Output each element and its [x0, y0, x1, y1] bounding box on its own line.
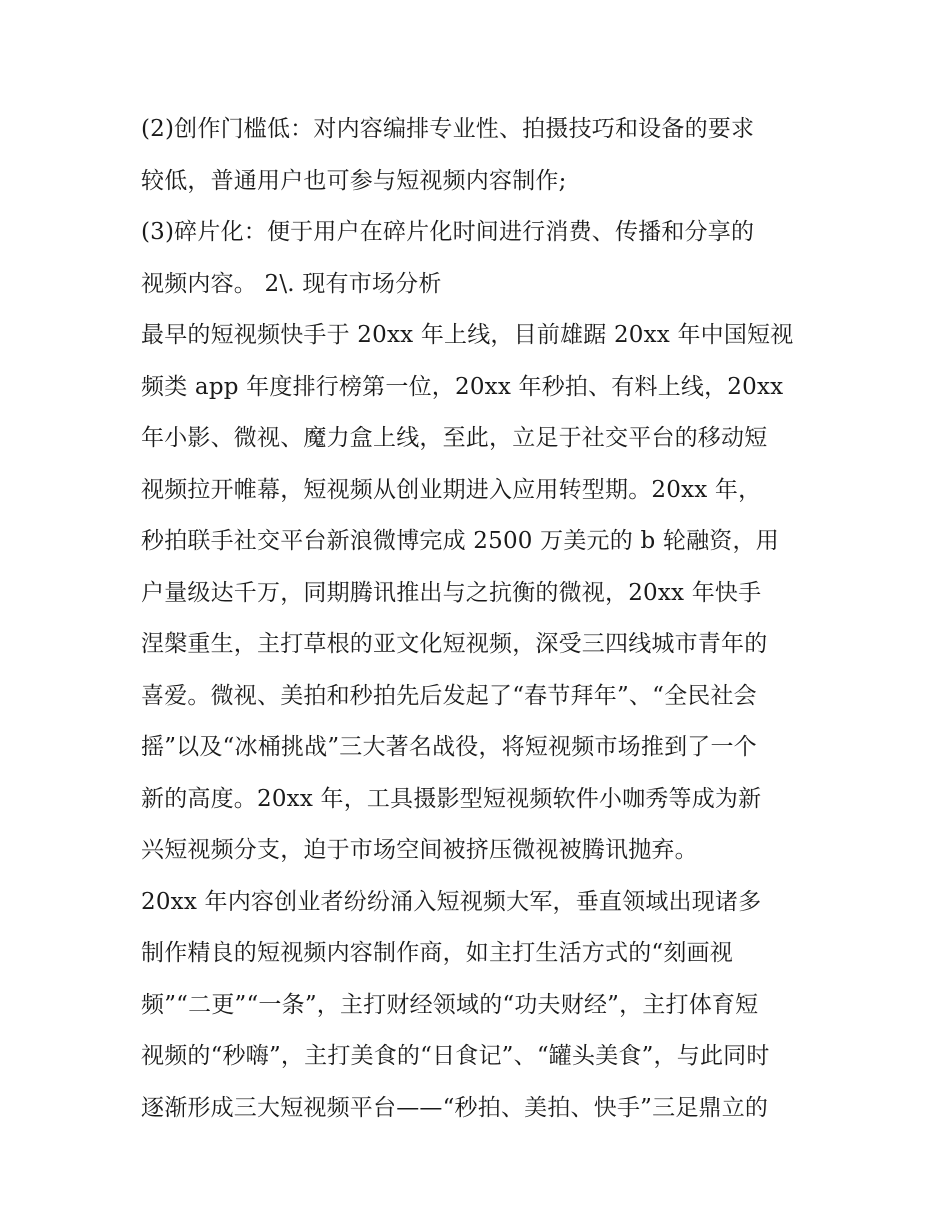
- text-line: 视频的“秒嗨”，主打美食的“日食记”、“罐头美食”，与此同时: [141, 1043, 770, 1069]
- text-line: (2)创作门槛低：对内容编排专业性、拍摄技巧和设备的要求: [141, 116, 755, 142]
- text-line: 视频内容。 2\. 现有市场分析: [141, 270, 442, 297]
- text-line: 20xx 年内容创业者纷纷涌入短视频大军，垂直领域出现诸多: [141, 888, 762, 915]
- text-line: 新的高度。20xx 年，工具摄影型短视频软件小咖秀等成为新: [141, 785, 762, 812]
- text-line: (3)碎片化：便于用户在碎片化时间进行消费、传播和分享的: [141, 219, 755, 245]
- text-line: 秒拍联手社交平台新浪微博完成 2500 万美元的 b 轮融资，用: [141, 528, 779, 554]
- text-line: 频类 app 年度排行榜第一位，20xx 年秒拍、有料上线，20xx: [141, 373, 784, 400]
- text-line: 喜爱。微视、美拍和秒拍先后发起了“春节拜年”、“全民社会: [141, 682, 757, 709]
- text-line: 年小影、微视、魔力盒上线，至此，立足于社交平台的移动短: [141, 425, 768, 451]
- text-line: 涅槃重生，主打草根的亚文化短视频，深受三四线城市青年的: [141, 631, 768, 657]
- text-line: 户量级达千万，同期腾讯推出与之抗衡的微视，20xx 年快手: [141, 579, 762, 606]
- text-line: 视频拉开帷幕，短视频从创业期进入应用转型期。20xx 年，: [141, 476, 762, 503]
- text-line: 制作精良的短视频内容制作商，如主打生活方式的“刻画视: [141, 940, 733, 966]
- text-line: 摇”以及“冰桶挑战”三大著名战役，将短视频市场推到了一个: [141, 734, 757, 760]
- text-line: 较低，普通用户也可参与短视频内容制作;: [141, 167, 567, 194]
- document-body: [141, 104, 841, 1134]
- text-line: 最早的短视频快手于 20xx 年上线，目前雄踞 20xx 年中国短视: [141, 322, 794, 348]
- text-line: 兴短视频分支，迫于市场空间被挤压微视被腾讯抛弃。: [141, 837, 698, 863]
- text-line: 逐渐形成三大短视频平台——“秒拍、美拍、快手”三足鼎立的: [141, 1094, 769, 1121]
- text-line: 频”“二更”“一条”，主打财经领域的“功夫财经”，主打体育短: [141, 991, 759, 1018]
